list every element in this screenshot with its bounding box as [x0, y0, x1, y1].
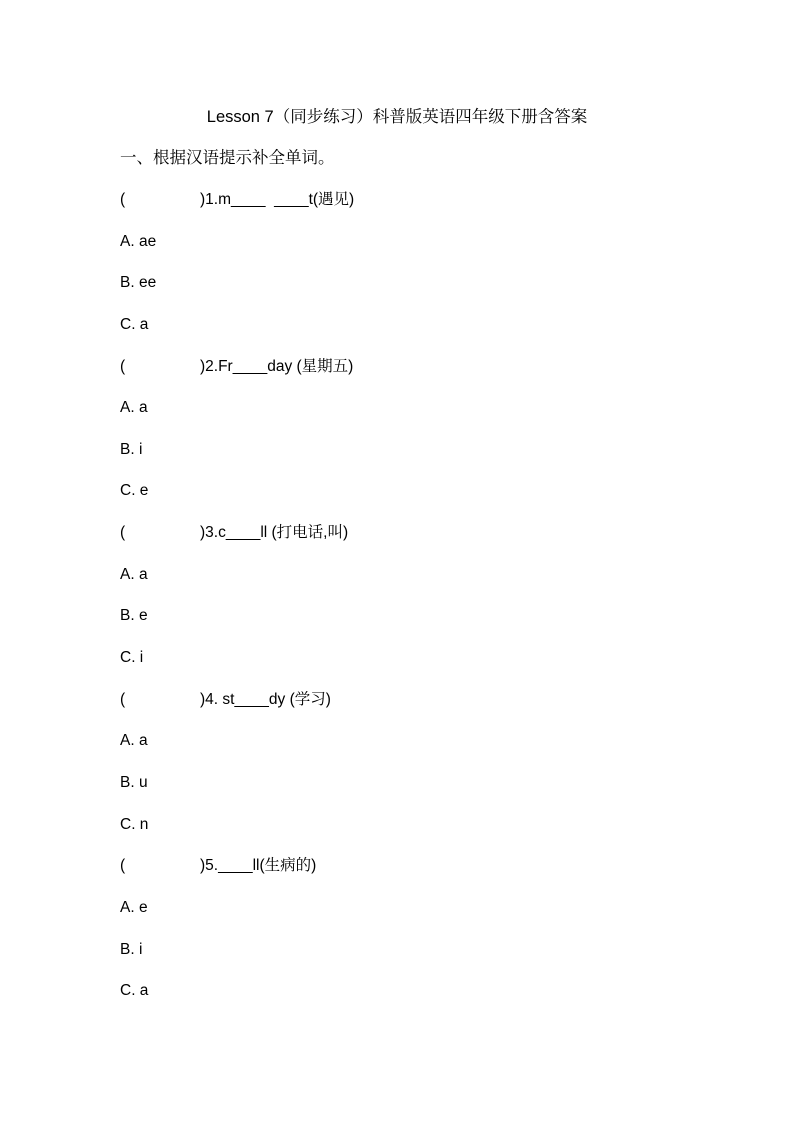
answer-blank-5[interactable]: (: [120, 857, 126, 875]
question-5: [120, 854, 720, 896]
question-stem-5: )5.____ll(生病的): [200, 857, 317, 875]
option-2c: C. e: [120, 482, 149, 500]
section-title: 一、根据汉语提示补全单词。: [120, 149, 335, 167]
option-3a: A. a: [120, 565, 148, 583]
option-2a: A. a: [120, 399, 148, 417]
option-5c: C. a: [120, 982, 149, 1000]
option-2b: B. i: [120, 440, 143, 458]
option-1c: C. a: [120, 315, 149, 333]
question-stem-1: )1.m____ ____t(遇见): [200, 191, 355, 208]
question-list: [120, 188, 720, 1021]
option-1b: B. ee: [120, 274, 157, 292]
question-1: [120, 188, 720, 230]
question-3: [120, 521, 720, 563]
option-4c: C. n: [120, 815, 149, 833]
option-5b: B. i: [120, 940, 143, 958]
option-4a: A. a: [120, 732, 148, 750]
option-1a: A. ae: [120, 232, 157, 250]
question-stem-2: )2.Fr____day (星期五): [200, 357, 354, 375]
answer-blank-1[interactable]: (: [120, 191, 126, 208]
answer-blank-2[interactable]: (: [120, 357, 126, 375]
question-2: [120, 355, 720, 397]
question-stem-4: )4. st____dy (学习): [200, 690, 331, 708]
option-3c: C. i: [120, 649, 144, 667]
page-title: Lesson 7（同步练习）科普版英语四年级下册含答案: [206, 108, 588, 126]
answer-blank-3[interactable]: (: [120, 524, 126, 542]
option-5a: A. e: [120, 898, 148, 916]
option-3b: B. e: [120, 607, 148, 625]
question-stem-3: )3.c____ll (打电话,叫): [200, 524, 349, 542]
answer-blank-4[interactable]: (: [120, 690, 126, 708]
question-4: [120, 688, 720, 730]
option-4b: B. u: [120, 773, 148, 791]
